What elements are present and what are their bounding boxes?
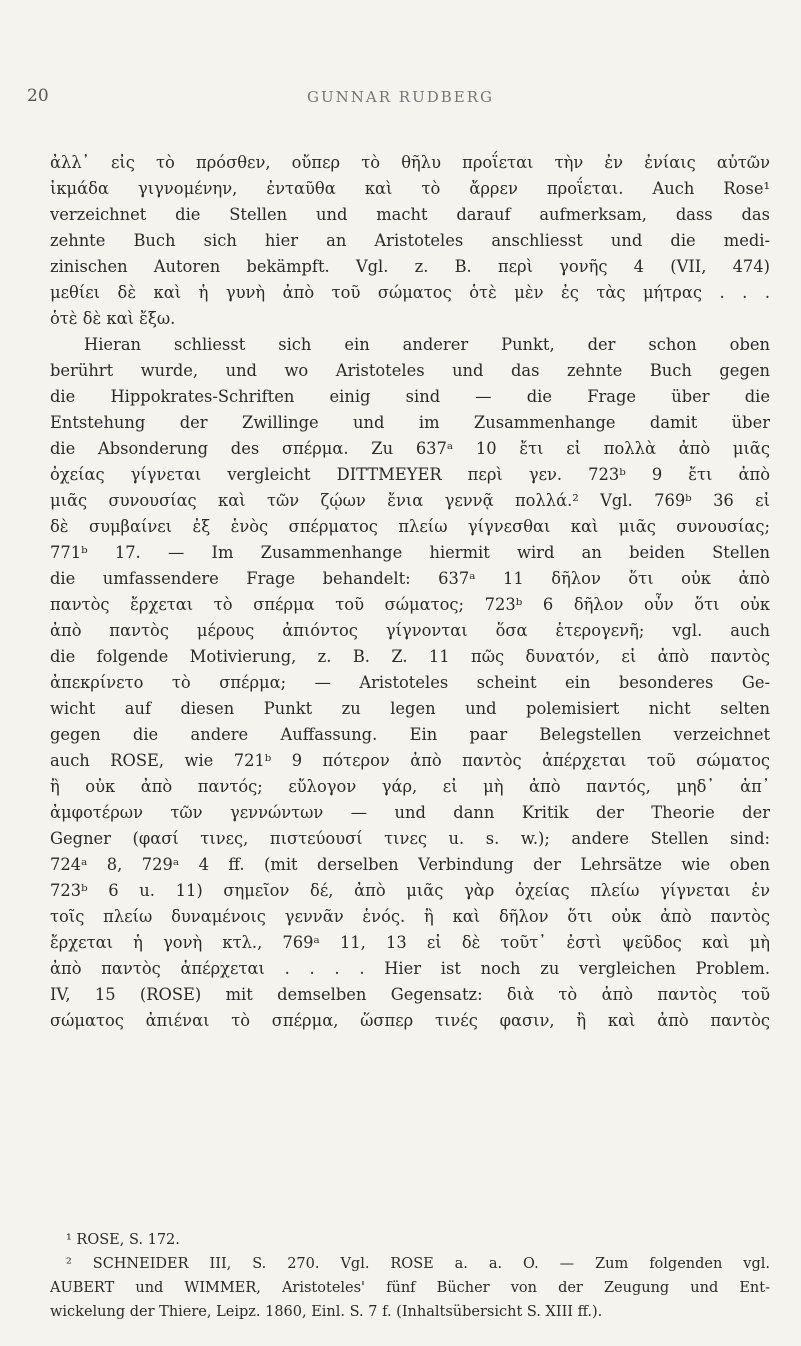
text-line: ἔρχεται ἡ γονὴ κτλ., 769ᵃ 11, 13 εἰ δὲ τοῦτ᾽ ἐστὶ ψεῦδος καὶ μὴ (50, 933, 770, 952)
footnotes (50, 1228, 770, 1324)
text-line: Entstehung der Zwillinge und im Zusammenhange damit über (50, 413, 770, 432)
page-header (0, 86, 801, 116)
text-line: σώματος ἀπιέναι τὸ σπέρμα, ὥσπερ τινές φασιν, ἢ καὶ ἀπὸ παντὸς (50, 1011, 770, 1030)
text-line: Hieran schliesst sich ein anderer Punkt, der schon oben (84, 335, 770, 354)
text-line: ἀπεκρίνετο τὸ σπέρμα; — Aristoteles scheint ein besonderes Ge- (50, 673, 770, 692)
text-line: die Hippokrates-Schriften einig sind — die Frage über die (50, 387, 770, 406)
text-line: ὀχείας γίγνεται vergleicht DITTMEYER περὶ γεν. 723ᵇ 9 ἔτι ἀπὸ (50, 465, 770, 484)
footnote-continuation: AUBERT und WIMMER, Aristoteles' fünf Bücher von der Zeugung und Ent- (50, 1280, 770, 1296)
text-line: ἀμφοτέρων τῶν γεννώντων — und dann Kritik der Theorie der (50, 803, 770, 822)
text-line: ἀπὸ παντὸς μέρους ἀπιόντος γίγνονται ὅσα ἑτερογενῆ; vgl. auch (50, 621, 770, 640)
text-line: δὲ συμβαίνει ἐξ ἑνὸς σπέρματος πλείω γίγνεσθαι καὶ μιᾶς συνουσίας; (50, 517, 770, 536)
text-line: ἀπὸ παντὸς ἀπέρχεται . . . . Hier ist noch zu vergleichen Problem. (50, 959, 770, 978)
text-line: die umfassendere Frage behandelt: 637ᵃ 11 δῆλον ὅτι οὐκ ἀπὸ (50, 569, 770, 588)
body-text (50, 150, 770, 1034)
text-line: τοῖς πλείω δυναμένοις γεννᾶν ἑνός. ἢ καὶ δῆλον ὅτι οὐκ ἀπὸ παντὸς (50, 907, 770, 926)
text-line: wicht auf diesen Punkt zu legen und polemisiert nicht selten (50, 699, 770, 718)
text-line: die folgende Motivierung, z. B. Z. 11 πῶς δυνατόν, εἰ ἀπὸ παντὸς (50, 647, 770, 666)
text-line: παντὸς ἔρχεται τὸ σπέρμα τοῦ σώματος; 723ᵇ 6 δῆλον οὖν ὅτι οὐκ (50, 595, 770, 614)
text-line: zinischen Autoren bekämpft. Vgl. z. B. περὶ γονῆς 4 (VII, 474) (50, 257, 770, 276)
text-line: zehnte Buch sich hier an Aristoteles anschliesst und die medi- (50, 231, 770, 250)
text-line: ἢ οὐκ ἀπὸ παντός; εὔλογον γάρ, εἰ μὴ ἀπὸ παντός, μηδ᾽ ἀπ᾽ (50, 777, 770, 796)
text-line: berührt wurde, und wo Aristoteles und das zehnte Buch gegen (50, 361, 770, 380)
text-line: ἀλλ᾽ εἰς τὸ πρόσθεν, οὔπερ τὸ θῆλυ προΐεται τὴν ἐν ἐνίαις αὐτῶν (50, 153, 770, 172)
text-line: μιᾶς συνουσίας καὶ τῶν ζῴων ἔνια γεννᾷ πολλά.² Vgl. 769ᵇ 36 εἰ (50, 491, 770, 510)
text-line: gegen die andere Auffassung. Ein paar Belegstellen verzeichnet (50, 725, 770, 744)
text-line: ἰκμάδα γιγνομένην, ἐνταῦθα καὶ τὸ ἄρρεν προΐεται. Auch Rose¹ (50, 179, 770, 198)
text-line: ὁτὲ δὲ καὶ ἔξω. (50, 309, 176, 328)
footnote: ² SCHNEIDER III, S. 270. Vgl. ROSE a. a. O. — Zum folgenden vgl. (66, 1256, 770, 1272)
text-line: 771ᵇ 17. — Im Zusammenhange hiermit wird an beiden Stellen (50, 543, 770, 562)
text-line: verzeichnet die Stellen und macht darauf aufmerksam, dass das (50, 205, 770, 224)
text-line: die Absonderung des σπέρμα. Zu 637ᵃ 10 ἔτι εἰ πολλὰ ἀπὸ μιᾶς (50, 439, 770, 458)
text-line: μεθίει δὲ καὶ ἡ γυνὴ ἀπὸ τοῦ σώματος ὁτὲ μὲν ἐς τὰς μήτρας . . . (50, 283, 770, 302)
page-number: 20 (27, 86, 49, 106)
text-line: auch ROSE, wie 721ᵇ 9 πότερον ἀπὸ παντὸς ἀπέρχεται τοῦ σώματος (50, 751, 770, 770)
running-head: GUNNAR RUDBERG (307, 88, 494, 106)
footnote-continuation: wickelung der Thiere, Leipz. 1860, Einl. S. 7 f. (Inhaltsübersicht S. XIII ff.). (50, 1304, 603, 1320)
text-line: 723ᵇ 6 u. 11) σημεῖον δέ, ἀπὸ μιᾶς γὰρ ὀχείας πλείω γίγνεται ἐν (50, 881, 770, 900)
text-line: Gegner (φασί τινες, πιστεύουσί τινες u. s. w.); andere Stellen sind: (50, 829, 770, 848)
footnote: ¹ ROSE, S. 172. (66, 1232, 180, 1248)
text-line: 724ᵃ 8, 729ᵃ 4 ff. (mit derselben Verbindung der Lehrsätze wie oben (50, 855, 770, 874)
text-line: IV, 15 (ROSE) mit demselben Gegensatz: διὰ τὸ ἀπὸ παντὸς τοῦ (50, 985, 770, 1004)
